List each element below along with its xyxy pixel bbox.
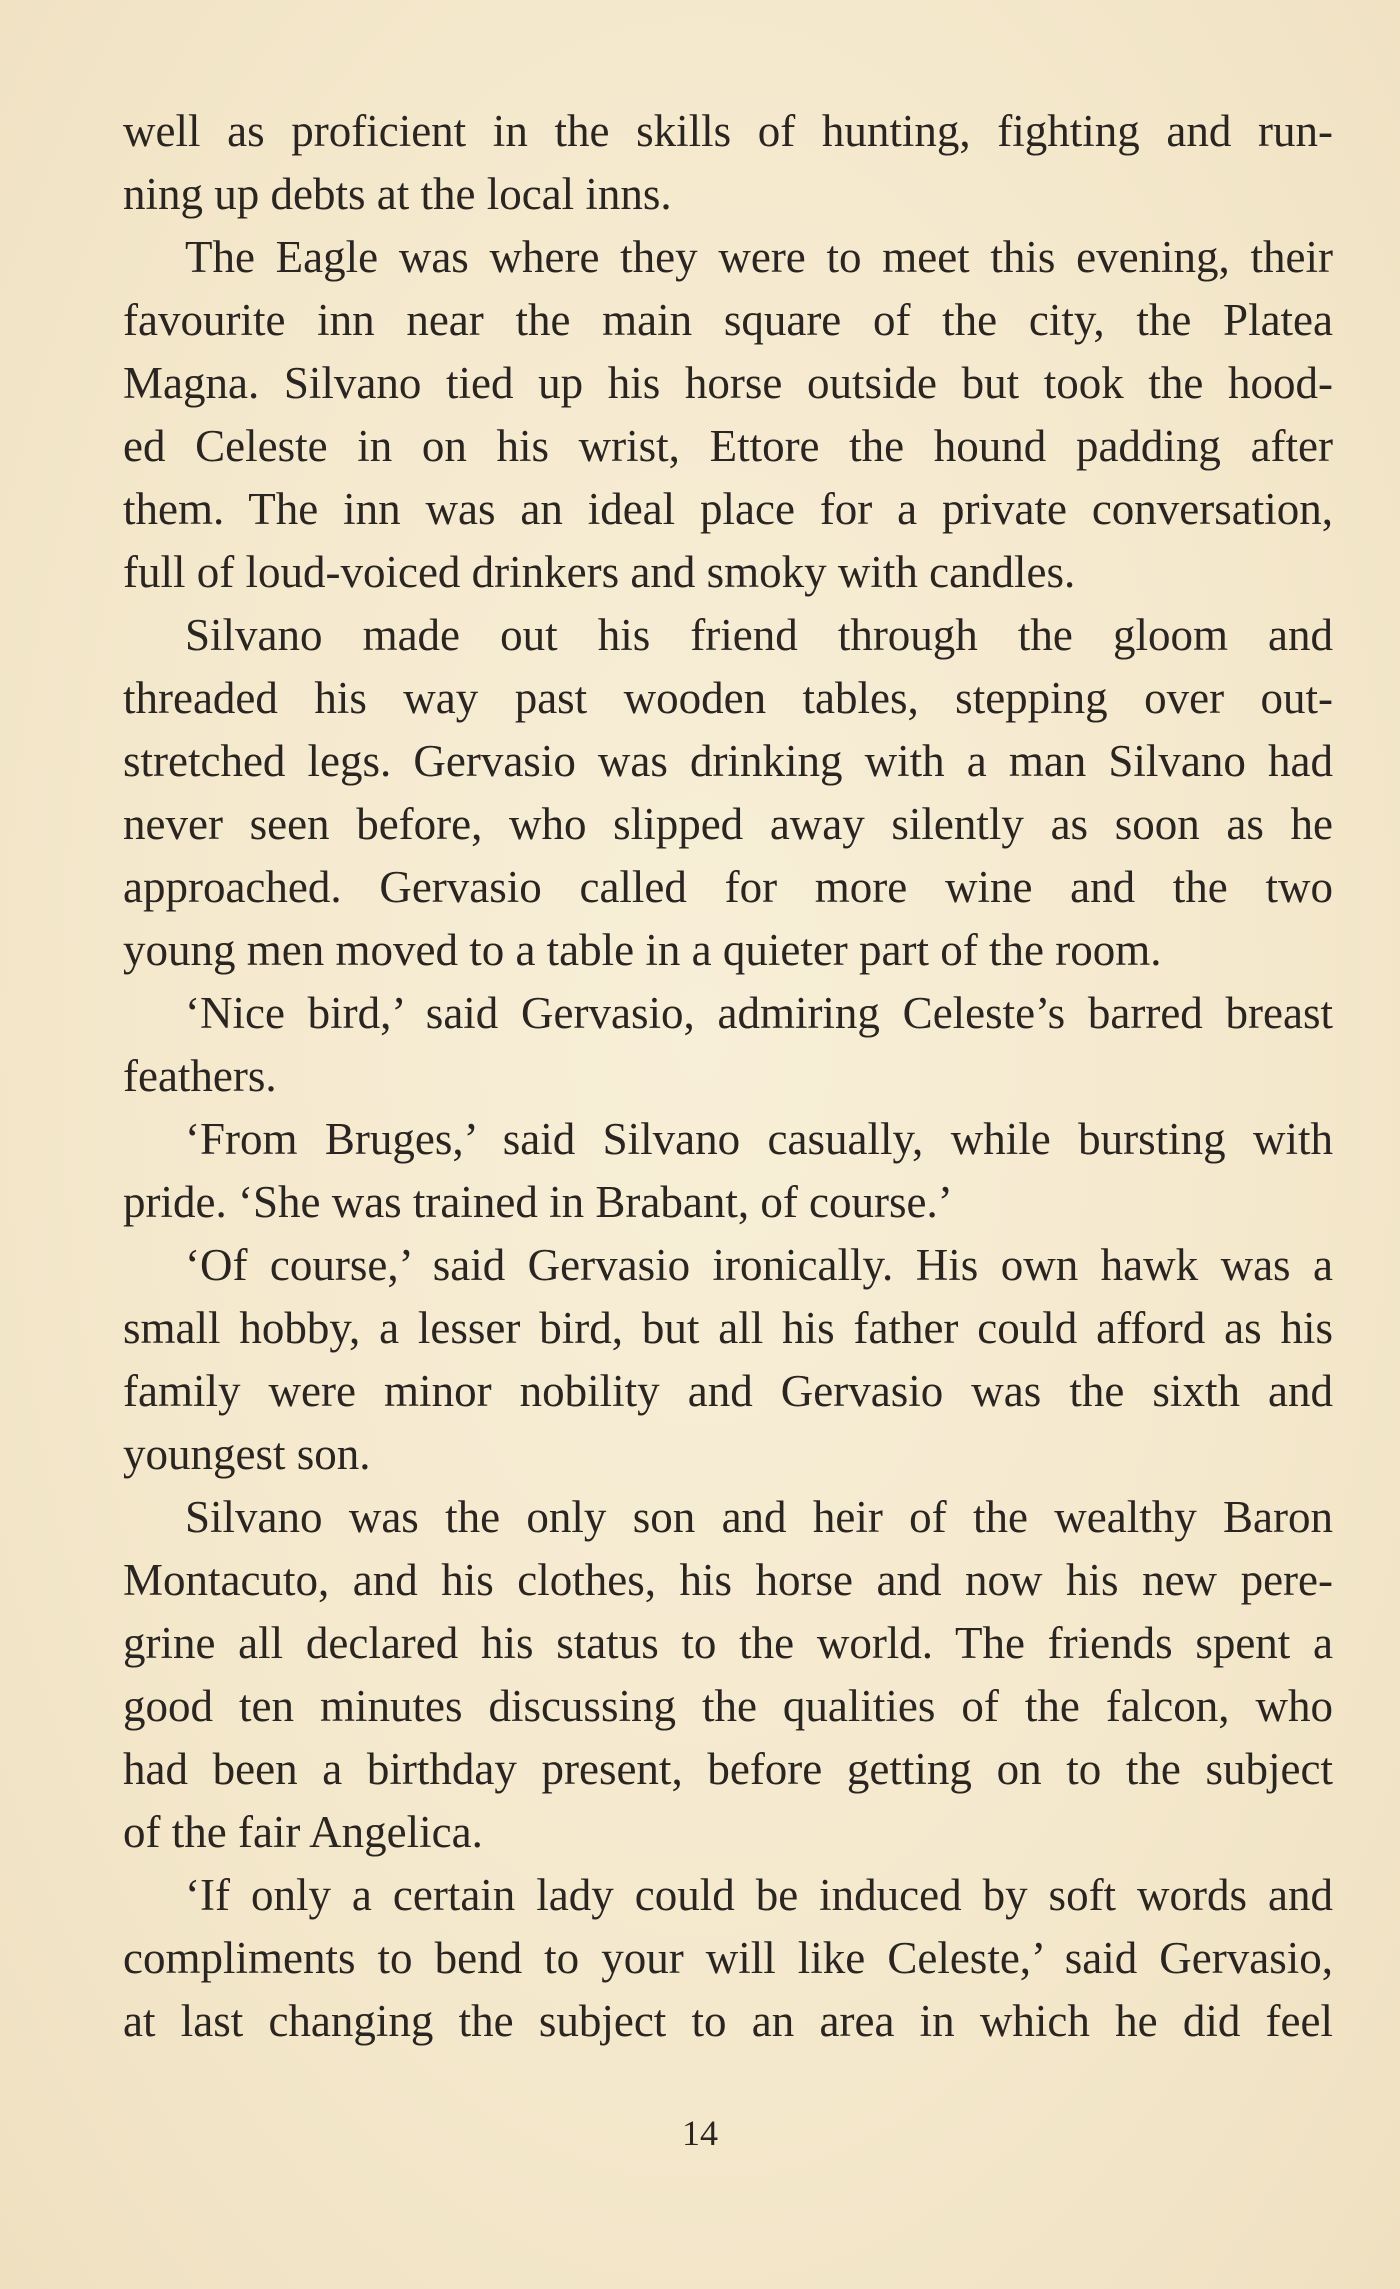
text-line: ‘Of course,’ said Gervasio ironically. His own hawk was a — [185, 1240, 1333, 1290]
text-line: ning up debts at the local inns. — [123, 169, 672, 219]
text-line: Silvano was the only son and heir of the wealthy Baron — [185, 1492, 1333, 1542]
text-line: young men moved to a table in a quieter part of the room. — [123, 925, 1162, 975]
text-line: feathers. — [123, 1051, 277, 1101]
text-line: ‘From Bruges,’ said Silvano casually, while bursting with — [185, 1114, 1333, 1164]
text-line: Silvano made out his friend through the gloom and — [185, 610, 1333, 660]
text-line: grine all declared his status to the world. The friends spent a — [123, 1618, 1333, 1668]
text-line: ‘If only a certain lady could be induced by soft words and — [185, 1870, 1333, 1920]
text-line: approached. Gervasio called for more wine and the two — [123, 862, 1333, 912]
text-line: compliments to bend to your will like Celeste,’ said Gervasio, — [123, 1933, 1333, 1983]
text-line: small hobby, a lesser bird, but all his father could afford as his — [123, 1303, 1333, 1353]
text-line: stretched legs. Gervasio was drinking with a man Silvano had — [123, 736, 1333, 786]
text-line: of the fair Angelica. — [123, 1807, 483, 1857]
text-line: family were minor nobility and Gervasio was the sixth and — [123, 1366, 1333, 1416]
text-line: them. The inn was an ideal place for a private conversation, — [123, 484, 1333, 534]
body-text — [123, 100, 1333, 2053]
text-line: never seen before, who slipped away silently as soon as he — [123, 799, 1333, 849]
text-line: had been a birthday present, before getting on to the subject — [123, 1744, 1333, 1794]
text-line: well as proficient in the skills of hunting, fighting and run- — [123, 106, 1333, 156]
text-line: good ten minutes discussing the qualities of the falcon, who — [123, 1681, 1333, 1731]
text-line: Montacuto, and his clothes, his horse and now his new pere- — [123, 1555, 1333, 1605]
text-line: favourite inn near the main square of the city, the Platea — [123, 295, 1333, 345]
text-line: pride. ‘She was trained in Brabant, of course.’ — [123, 1177, 953, 1227]
text-line: ed Celeste in on his wrist, Ettore the hound padding after — [123, 421, 1333, 471]
text-line: threaded his way past wooden tables, stepping over out- — [123, 673, 1333, 723]
text-line: at last changing the subject to an area in which he did feel — [123, 1996, 1333, 2046]
text-line: ‘Nice bird,’ said Gervasio, admiring Celeste’s barred breast — [185, 988, 1333, 1038]
text-line: youngest son. — [123, 1429, 371, 1479]
page-number: 14 — [682, 2113, 718, 2153]
text-line: The Eagle was where they were to meet this evening, their — [185, 232, 1333, 282]
text-line: Magna. Silvano tied up his horse outside but took the hood- — [123, 358, 1333, 408]
text-line: full of loud-voiced drinkers and smoky with candles. — [123, 547, 1076, 597]
